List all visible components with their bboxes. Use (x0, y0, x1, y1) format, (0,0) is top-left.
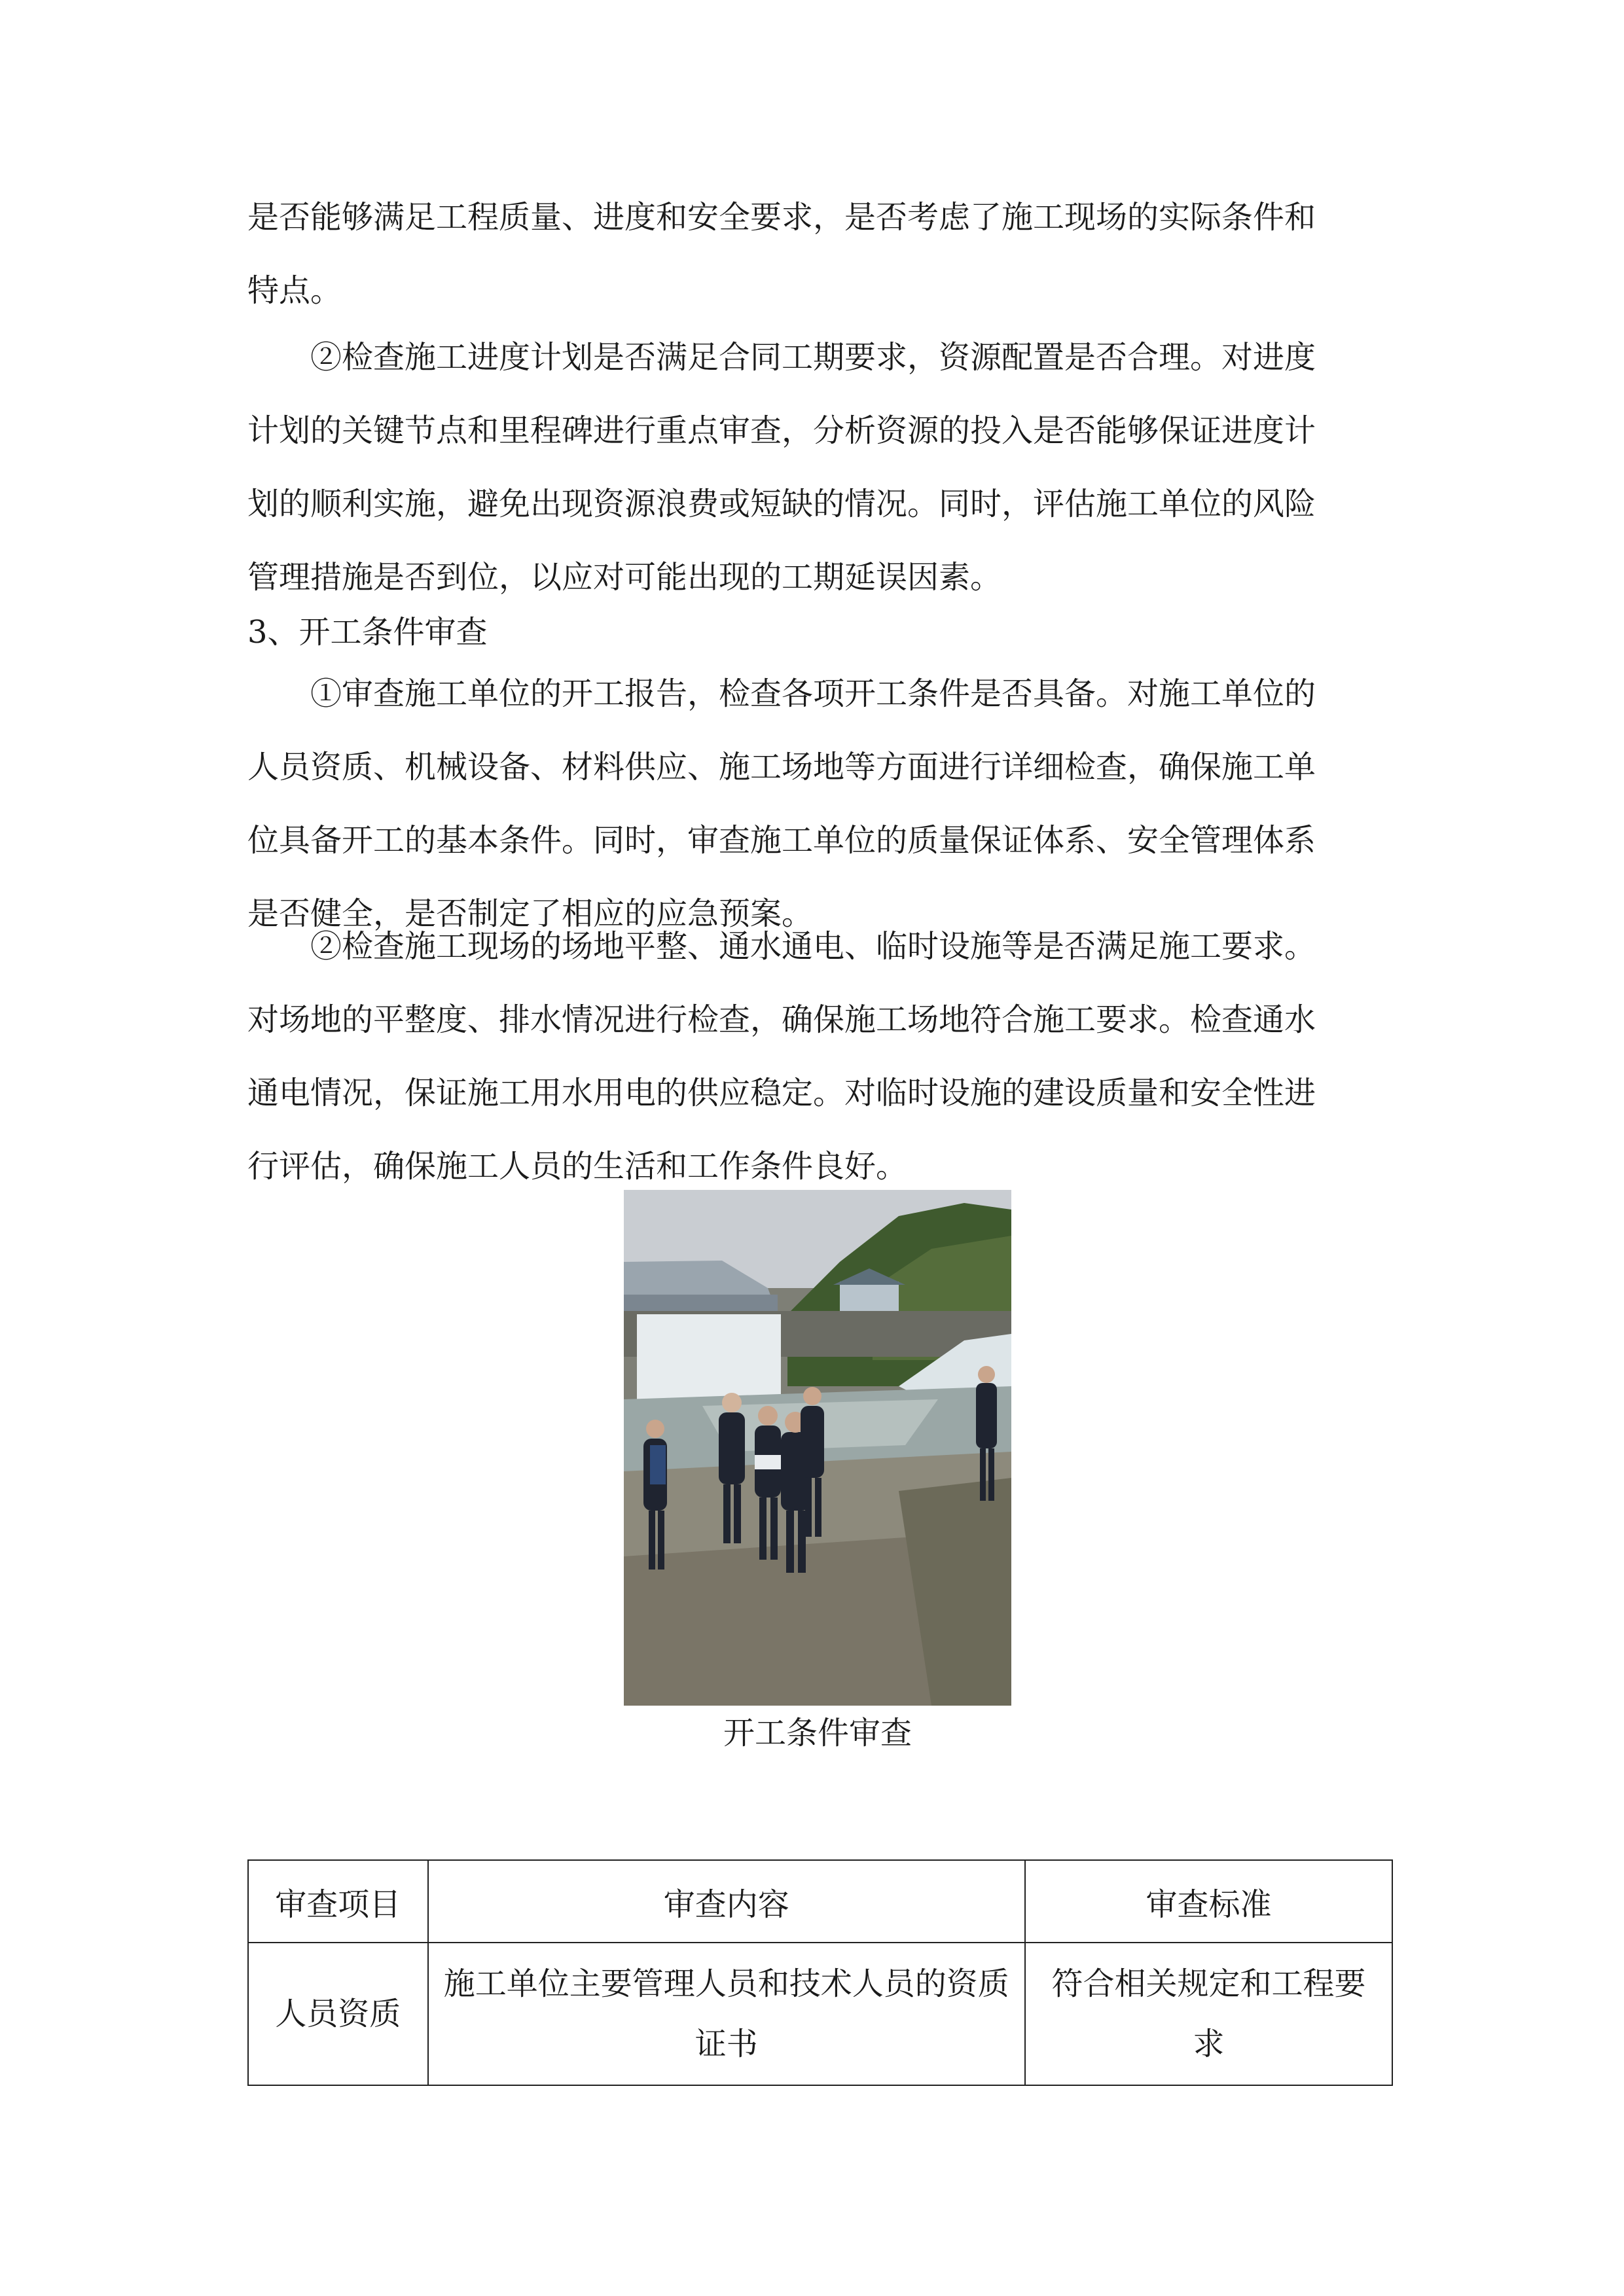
text-line: 是否能够满足工程质量、进度和安全要求，是否考虑了施工现场的实际条件和 (247, 199, 1316, 236)
text-line: 计划的关键节点和里程碑进行重点审查，分析资源的投入是否能够保证进度计 (247, 412, 1316, 449)
paragraph-4 (247, 983, 1384, 1203)
table-row (248, 1943, 1392, 2085)
text-line: 划的顺利实施，避免出现资源浪费或短缺的情况。同时，评估施工单位的风险 (247, 486, 1316, 522)
table-header-row (248, 1860, 1392, 1943)
cell-line: 符合相关规定和工程要 (1051, 1965, 1366, 2002)
text-line: ②检查施工进度计划是否满足合同工期要求，资源配置是否合理。对进度 (310, 339, 1316, 376)
text-line: 特点。 (247, 272, 342, 309)
table-cell-standard (1025, 1943, 1392, 2085)
cell-line: 证书 (695, 2026, 758, 2062)
text-line: 是否健全，是否制定了相应的应急预案。 (247, 895, 814, 932)
text-line: 行评估，确保施工人员的生活和工作条件良好。 (247, 1148, 908, 1185)
paragraph-4-first (247, 910, 1384, 983)
table-header-cell: 审查内容 (428, 1860, 1025, 1943)
site-inspection-photo (624, 1190, 1011, 1706)
paragraph-3-first (247, 657, 1384, 730)
text-line: 人员资质、机械设备、材料供应、施工场地等方面进行详细检查，确保施工单 (247, 749, 1316, 785)
text-line: ①审查施工单位的开工报告，检查各项开工条件是否具备。对施工单位的 (310, 675, 1316, 712)
section-heading: 3、开工条件审查 (247, 614, 488, 651)
cell-line: 施工单位主要管理人员和技术人员的资质 (443, 1965, 1009, 2002)
text-line: 通电情况，保证施工用水用电的供应稳定。对临时设施的建设质量和安全性进 (247, 1075, 1316, 1111)
table-header-cell: 审查标准 (1025, 1860, 1392, 1943)
cell-line: 求 (1193, 2026, 1225, 2062)
paragraph-1 (247, 181, 1384, 327)
paragraph-2-first (247, 321, 1384, 394)
table-cell-content (428, 1943, 1025, 2085)
table-cell-item: 人员资质 (248, 1943, 428, 2085)
text-line: 位具备开工的基本条件。同时，审查施工单位的质量保证体系、安全管理体系 (247, 822, 1316, 859)
text-line: ②检查施工现场的场地平整、通水通电、临时设施等是否满足施工要求。 (310, 928, 1316, 965)
figure-caption: 开工条件审查 (723, 1715, 912, 1751)
review-table (247, 1859, 1393, 2086)
text-line: 管理措施是否到位，以应对可能出现的工期延误因素。 (247, 559, 1002, 596)
table-header-cell: 审查项目 (248, 1860, 428, 1943)
paragraph-2 (247, 394, 1384, 614)
text-line: 对场地的平整度、排水情况进行检查，确保施工场地符合施工要求。检查通水 (247, 1001, 1316, 1038)
